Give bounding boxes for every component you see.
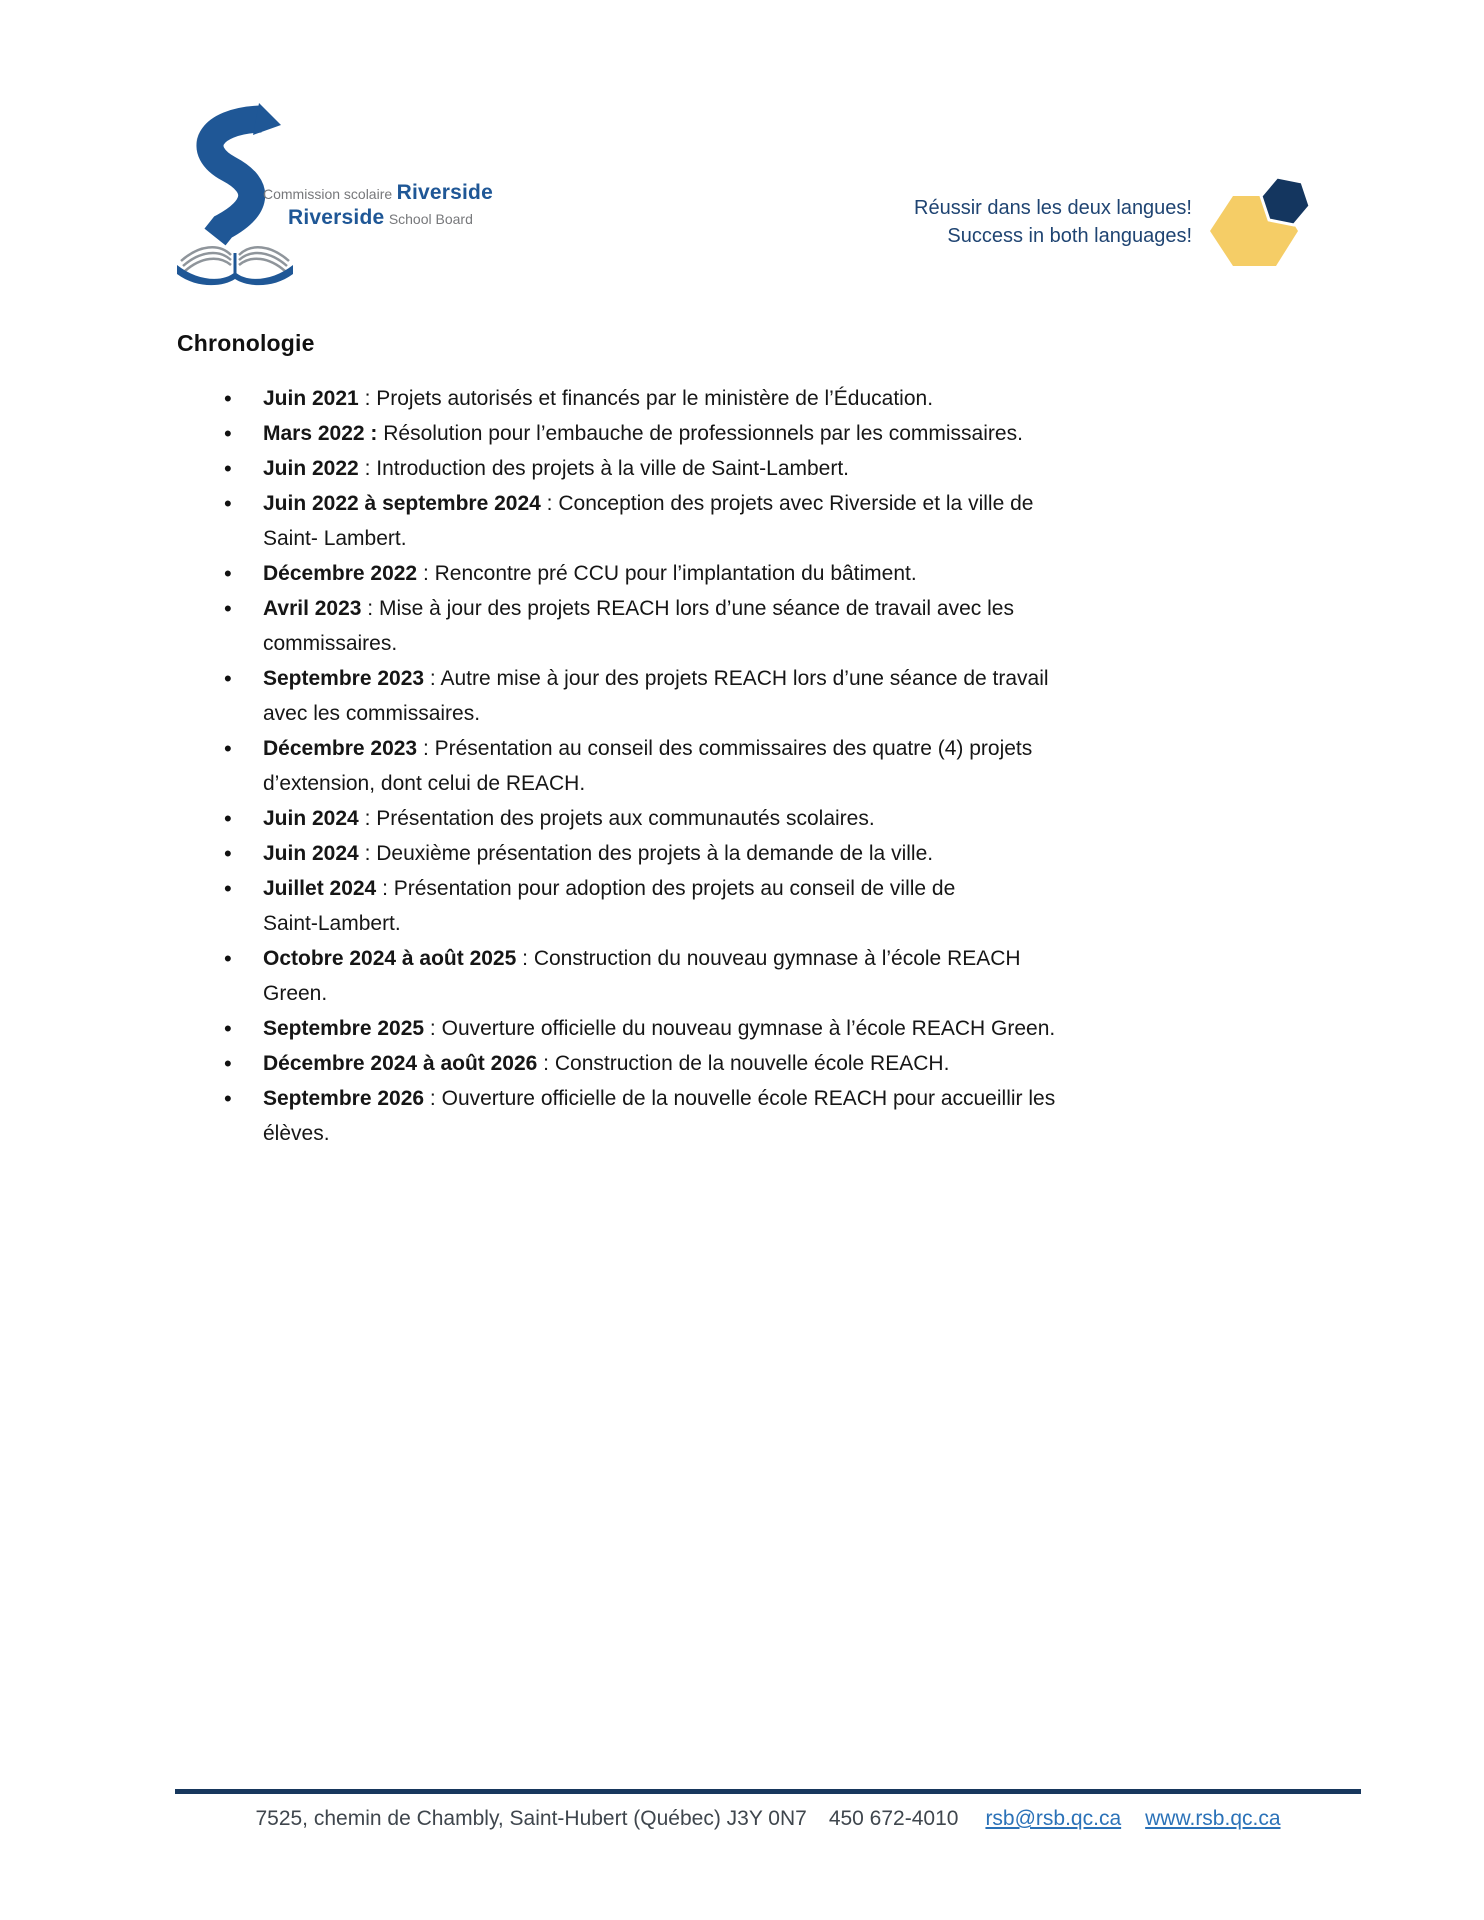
logo-line-fr [263, 181, 493, 206]
timeline-text-continued: d’extension, dont celui de REACH. [263, 772, 586, 795]
timeline-date: Septembre 2026 [263, 1087, 425, 1110]
page-title: Chronologie [177, 330, 315, 356]
timeline-date: Juillet 2024 [263, 877, 377, 900]
timeline-text: Résolution pour l’embauche de professionnels par les commissaires. [383, 422, 1023, 445]
timeline-date: Décembre 2023 [263, 737, 418, 760]
bilingual-tagline [914, 194, 1192, 250]
timeline-text-continued: élèves. [263, 1122, 330, 1145]
timeline-item [222, 591, 1340, 661]
timeline-separator: : [358, 457, 377, 480]
timeline-text: Introduction des projets à la ville de Saint-Lambert. [376, 457, 850, 480]
timeline-item [222, 556, 1340, 591]
timeline-item [222, 731, 1340, 801]
footer-address: 7525, chemin de Chambly, Saint-Hubert (Québec) J3Y 0N7 [255, 1807, 807, 1830]
timeline-item [222, 836, 1340, 871]
timeline-item [222, 661, 1340, 731]
timeline-separator: : [424, 1017, 442, 1040]
timeline-item [222, 1011, 1340, 1046]
logo-riverside-fr-label: Riverside [396, 181, 493, 204]
timeline-date: Juin 2022 à septembre 2024 [263, 492, 541, 515]
timeline-text: Mise à jour des projets REACH lors d’une séance de travail avec les [378, 597, 1014, 620]
timeline-item [222, 381, 1340, 416]
timeline-item [222, 416, 1340, 451]
timeline-text: Rencontre pré CCU pour l’implantation du bâtiment. [434, 562, 917, 585]
timeline-separator: : [424, 667, 441, 690]
timeline-date: Juin 2024 [263, 842, 359, 865]
timeline-date: Décembre 2022 [263, 562, 418, 585]
logo-riverside-en-label: Riverside [288, 206, 385, 229]
timeline-separator: : [537, 1052, 555, 1075]
timeline-date: Décembre 2024 à août 2026 [263, 1052, 538, 1075]
timeline-date: Juin 2022 [263, 457, 359, 480]
timeline-separator: : [361, 597, 379, 620]
timeline-item [222, 1046, 1340, 1081]
timeline-item [222, 941, 1340, 1011]
timeline-separator: : [424, 1087, 442, 1110]
timeline-separator: : [376, 877, 394, 900]
riverside-logo [145, 95, 575, 295]
timeline-date: Avril 2023 [263, 597, 362, 620]
timeline-text: Autre mise à jour des projets REACH lors d’une séance de travail [440, 667, 1049, 690]
footer-divider [175, 1789, 1361, 1794]
navy-hexagon-icon [1261, 177, 1310, 225]
timeline-date: Juin 2021 [263, 387, 359, 410]
timeline-text-continued: avec les commissaires. [263, 702, 481, 725]
timeline-text: Ouverture officielle de la nouvelle école REACH pour accueillir les [441, 1087, 1056, 1110]
hexagons-logo-mark [1203, 163, 1323, 275]
logo-line-en [288, 206, 493, 231]
logo-wordmark [263, 181, 493, 231]
timeline-item [222, 486, 1340, 556]
timeline-separator: : [516, 947, 534, 970]
timeline-date: Juin 2024 [263, 807, 359, 830]
footer-website-link[interactable]: www.rsb.qc.ca [1145, 1807, 1281, 1830]
footer-email-link[interactable]: rsb@rsb.qc.ca [985, 1807, 1122, 1830]
timeline-date: Mars 2022 : [263, 422, 378, 445]
footer [175, 1807, 1361, 1831]
timeline-date: Septembre 2025 [263, 1017, 425, 1040]
timeline-item [222, 801, 1340, 836]
timeline-text: Construction de la nouvelle école REACH. [554, 1052, 950, 1075]
timeline-separator: : [358, 387, 377, 410]
timeline-item [222, 1081, 1340, 1151]
timeline-separator: : [358, 842, 377, 865]
timeline-separator: : [358, 807, 377, 830]
timeline-date: Octobre 2024 à août 2025 [263, 947, 517, 970]
timeline-text: Présentation au conseil des commissaires des quatre (4) projets [434, 737, 1033, 760]
timeline-text: Ouverture officielle du nouveau gymnase à l’école REACH Green. [441, 1017, 1056, 1040]
timeline-separator: : [540, 492, 559, 515]
footer-phone: 450 672-4010 [828, 1807, 959, 1830]
timeline-item [222, 451, 1340, 486]
timeline-item [222, 871, 1340, 941]
logo-school-board-label: School Board [388, 211, 473, 227]
timeline-text: Conception des projets avec Riverside et la ville de [558, 492, 1034, 515]
timeline-text: Construction du nouveau gymnase à l’école REACH [533, 947, 1021, 970]
timeline-separator: : [417, 737, 435, 760]
timeline-text: Présentation des projets aux communautés scolaires. [376, 807, 875, 830]
timeline-text-continued: commissaires. [263, 632, 398, 655]
timeline-date: Septembre 2023 [263, 667, 425, 690]
timeline-text: Présentation pour adoption des projets au conseil de ville de [393, 877, 956, 900]
timeline-text-continued: Green. [263, 982, 328, 1005]
chronology-list [222, 381, 1340, 1151]
timeline-separator: : [417, 562, 435, 585]
tagline-english: Success in both languages! [947, 225, 1192, 247]
timeline-text: Projets autorisés et financés par le ministère de l’Éducation. [376, 387, 934, 410]
timeline-text: Deuxième présentation des projets à la demande de la ville. [376, 842, 934, 865]
logo-commission-scolaire-label: Commission scolaire [263, 186, 393, 202]
tagline-french: Réussir dans les deux langues! [914, 197, 1192, 219]
timeline-text-continued: Saint- Lambert. [263, 527, 407, 550]
timeline-text-continued: Saint-Lambert. [263, 912, 401, 935]
